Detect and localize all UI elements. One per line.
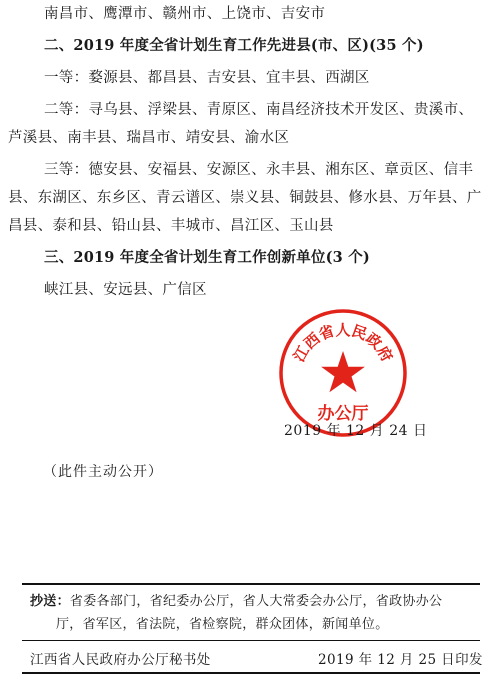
- text-line-third-class-cont1: 县、东湖区、东乡区、青云谱区、崇义县、铜鼓县、修水县、万年县、广: [8, 190, 482, 206]
- cc-recipients-2: 厅，省军区，省法院，省检察院，群众团体，新闻单位。: [56, 617, 389, 632]
- footer-issuer: 江西省人民政府办公厅秘书处: [30, 652, 211, 668]
- document-date: 2019 年 12 月 24 日: [284, 423, 428, 439]
- divider-top: [22, 583, 480, 585]
- cc-label: 抄送：: [30, 594, 70, 609]
- divider-middle: [22, 640, 480, 641]
- text-line-third-class: 三等：德安县、安福县、安源区、永丰县、湘东区、章贡区、信丰: [44, 162, 474, 178]
- cc-line-1: [30, 592, 442, 612]
- footer-print-date: 2019 年 12 月 25 日印发: [318, 652, 483, 668]
- text-line-third-class-cont2: 昌县、泰和县、铅山县、丰城市、昌江区、玉山县: [8, 218, 334, 234]
- text-line-second-class: 二等：寻乌县、浮梁县、青原区、南昌经济技术开发区、贵溪市、: [44, 102, 474, 118]
- seal-center-text: 办公厅: [317, 404, 369, 424]
- text-line-1: 南昌市、鹰潭市、赣州市、上饶市、吉安市: [44, 6, 326, 22]
- text-line-second-class-cont: 芦溪县、南丰县、瑞昌市、靖安县、渝水区: [8, 130, 290, 146]
- section-heading-innovation-units: 三、2019 年度全省计划生育工作创新单位(3 个): [44, 249, 370, 266]
- cc-recipients-1: 省委各部门，省纪委办公厅，省人大常委会办公厅，省政协办公: [69, 594, 443, 609]
- divider-bottom: [22, 672, 480, 674]
- text-line-innovation-units: 峡江县、安远县、广信区: [44, 282, 207, 298]
- text-line-first-class: 一等：婺源县、都昌县、吉安县、宜丰县、西湖区: [44, 70, 370, 86]
- public-disclosure-note: （此件主动公开）: [43, 464, 163, 480]
- seal-ring-text: 江西省人民政府: [289, 320, 397, 365]
- section-heading-advanced-counties: 二、2019 年度全省计划生育工作先进县(市、区)(35 个): [44, 37, 424, 54]
- seal-star: [321, 351, 365, 392]
